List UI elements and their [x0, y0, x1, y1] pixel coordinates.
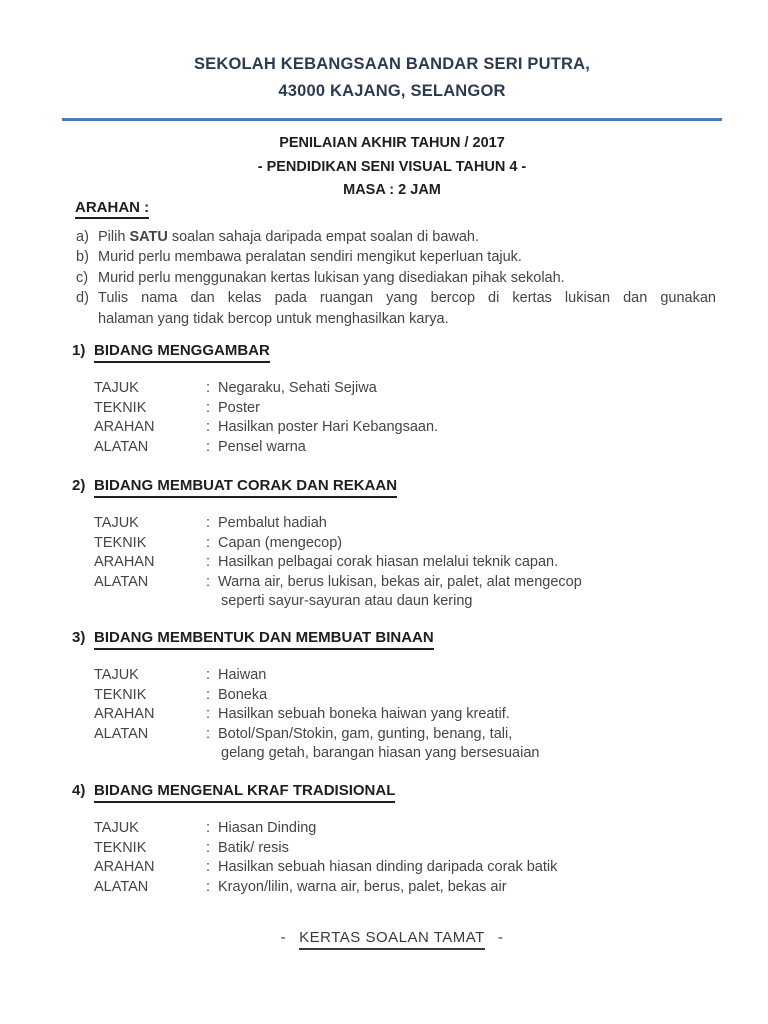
row-value: Haiwan — [218, 667, 267, 683]
instruction-text — [98, 227, 716, 247]
row-label: TEKNIK — [94, 839, 147, 856]
detail-row-alatan — [94, 878, 768, 898]
section-membentuk-binaan — [0, 628, 768, 764]
row-label: TAJUK — [94, 667, 139, 683]
detail-row-arahan — [94, 705, 768, 725]
section-title: BIDANG MEMBENTUK DAN MEMBUAT BINAAN — [94, 628, 434, 650]
row-label: ARAHAN — [94, 554, 155, 571]
detail-row-teknik — [94, 839, 768, 859]
detail-row-tajuk — [94, 379, 768, 399]
instruction-text-bold: SATU — [129, 229, 168, 245]
row-value — [218, 725, 768, 764]
row-value: Pensel warna — [218, 438, 306, 455]
section-heading — [0, 628, 768, 650]
section-title: BIDANG MENGENAL KRAF TRADISIONAL — [94, 781, 395, 803]
instructions-heading-text: ARAHAN : — [75, 199, 149, 219]
footer-text: KERTAS SOALAN TAMAT — [299, 929, 485, 950]
row-value — [218, 573, 768, 612]
row-colon: : — [206, 686, 211, 703]
detail-row-arahan — [94, 858, 768, 878]
instruction-item-c — [76, 268, 716, 288]
row-value: Pembalut hadiah — [218, 515, 327, 531]
row-colon: : — [206, 725, 211, 742]
section-number: 3) — [72, 629, 86, 646]
row-value: Capan (mengecop) — [218, 534, 343, 551]
row-value: Krayon/lilin, warna air, berus, palet, bekas air — [218, 878, 507, 895]
section-heading — [0, 781, 768, 803]
instruction-text-suffix: soalan sahaja daripada empat soalan di bawah. — [167, 229, 480, 245]
section-title: BIDANG MEMBUAT CORAK DAN REKAAN — [94, 476, 397, 498]
instructions-heading — [75, 199, 149, 216]
section-menggambar — [0, 341, 768, 457]
row-value: Batik/ resis — [218, 839, 289, 856]
instruction-item-d — [76, 288, 716, 329]
instruction-item-b — [76, 247, 716, 267]
row-label: TEKNIK — [94, 534, 147, 551]
row-value: Hiasan Dinding — [218, 820, 317, 836]
instruction-item-a — [76, 227, 716, 247]
row-label: ARAHAN — [94, 706, 155, 723]
row-label: TEKNIK — [94, 686, 147, 703]
row-value: Boneka — [218, 686, 268, 703]
row-value: Hasilkan sebuah boneka haiwan yang kreatif. — [218, 706, 510, 723]
exam-title-duration: MASA : 2 JAM — [343, 182, 441, 198]
row-label: ALATAN — [94, 878, 149, 895]
instruction-text — [98, 288, 716, 329]
instruction-text: Murid perlu menggunakan kertas lukisan yang disediakan pihak sekolah. — [98, 269, 565, 286]
instruction-letter: b) — [76, 249, 89, 266]
row-colon: : — [206, 399, 211, 416]
detail-row-arahan — [94, 418, 768, 438]
instruction-text-prefix: Pilih — [98, 229, 130, 245]
row-colon: : — [206, 380, 211, 396]
row-label: TAJUK — [94, 380, 139, 396]
row-colon: : — [206, 820, 211, 836]
detail-row-teknik — [94, 399, 768, 419]
row-label: ALATAN — [94, 438, 149, 455]
school-header — [62, 51, 722, 105]
detail-row-alatan — [94, 438, 768, 458]
exam-title-block — [62, 132, 722, 203]
instruction-text-line2: halaman yang tidak bercop untuk menghasilkan karya. — [98, 310, 449, 327]
detail-row-alatan — [94, 725, 768, 764]
exam-title-subject: - PENDIDIKAN SENI VISUAL TAHUN 4 - — [257, 158, 527, 175]
row-value-line1: Warna air, berus lukisan, bekas air, palet, alat mengecop — [218, 573, 582, 590]
footer-dash-right: - — [497, 929, 504, 946]
row-value-line1: Botol/Span/Stokin, gam, gunting, benang, tali, — [218, 725, 513, 742]
row-label: TEKNIK — [94, 399, 147, 416]
instruction-text: Murid perlu membawa peralatan sendiri mengikut keperluan tajuk. — [98, 249, 522, 266]
section-number: 1) — [72, 342, 86, 359]
row-value: Hasilkan pelbagai corak hiasan melalui teknik capan. — [218, 554, 559, 571]
section-details — [94, 379, 768, 457]
row-label: ALATAN — [94, 725, 149, 742]
detail-row-tajuk — [94, 514, 768, 534]
footer-dash-left: - — [280, 929, 287, 946]
section-membuat-corak — [0, 476, 768, 612]
row-label: ALATAN — [94, 573, 149, 590]
row-value-line2: seperti sayur-sayuran atau daun kering — [221, 593, 473, 610]
detail-row-teknik — [94, 686, 768, 706]
row-colon: : — [206, 438, 211, 455]
instructions-list — [76, 227, 716, 329]
school-name-line2: 43000 KAJANG, SELANGOR — [278, 82, 506, 100]
instruction-letter: c) — [76, 269, 89, 286]
instruction-letter: a) — [76, 229, 89, 245]
section-details — [94, 666, 768, 764]
row-label: ARAHAN — [94, 859, 155, 876]
row-colon: : — [206, 515, 211, 531]
detail-row-arahan — [94, 553, 768, 573]
row-label: ARAHAN — [94, 419, 155, 436]
row-value: Poster — [218, 399, 260, 416]
section-heading — [0, 341, 768, 363]
row-colon: : — [206, 706, 211, 723]
header-divider — [62, 118, 722, 121]
row-colon: : — [206, 667, 211, 683]
row-value-line2: gelang getah, barangan hiasan yang bersesuaian — [221, 745, 540, 762]
instruction-text-line1: Tulis nama dan kelas pada ruangan yang bercop di kertas lukisan dan gunakan — [98, 290, 716, 307]
row-colon: : — [206, 419, 211, 436]
row-colon: : — [206, 554, 211, 571]
section-number: 2) — [72, 477, 86, 494]
row-value: Hasilkan sebuah hiasan dinding daripada corak batik — [218, 859, 558, 876]
section-kraf-tradisional — [0, 781, 768, 897]
row-label: TAJUK — [94, 820, 139, 836]
section-details — [94, 819, 768, 897]
row-colon: : — [206, 859, 211, 876]
section-details — [94, 514, 768, 612]
exam-title-year: PENILAIAN AKHIR TAHUN / 2017 — [279, 135, 505, 151]
school-name-line1: SEKOLAH KEBANGSAAN BANDAR SERI PUTRA, — [193, 55, 591, 73]
section-heading — [0, 476, 768, 498]
row-colon: : — [206, 573, 211, 590]
row-value: Negaraku, Sehati Sejiwa — [218, 380, 377, 396]
row-colon: : — [206, 839, 211, 856]
section-number: 4) — [72, 782, 86, 799]
row-label: TAJUK — [94, 515, 139, 531]
section-title: BIDANG MENGGAMBAR — [94, 341, 270, 363]
row-value: Hasilkan poster Hari Kebangsaan. — [218, 419, 439, 436]
instruction-letter: d) — [76, 290, 89, 307]
detail-row-alatan — [94, 573, 768, 612]
end-of-paper-footer — [62, 929, 722, 950]
detail-row-tajuk — [94, 666, 768, 686]
detail-row-teknik — [94, 534, 768, 554]
row-colon: : — [206, 534, 211, 551]
detail-row-tajuk — [94, 819, 768, 839]
row-colon: : — [206, 878, 211, 895]
